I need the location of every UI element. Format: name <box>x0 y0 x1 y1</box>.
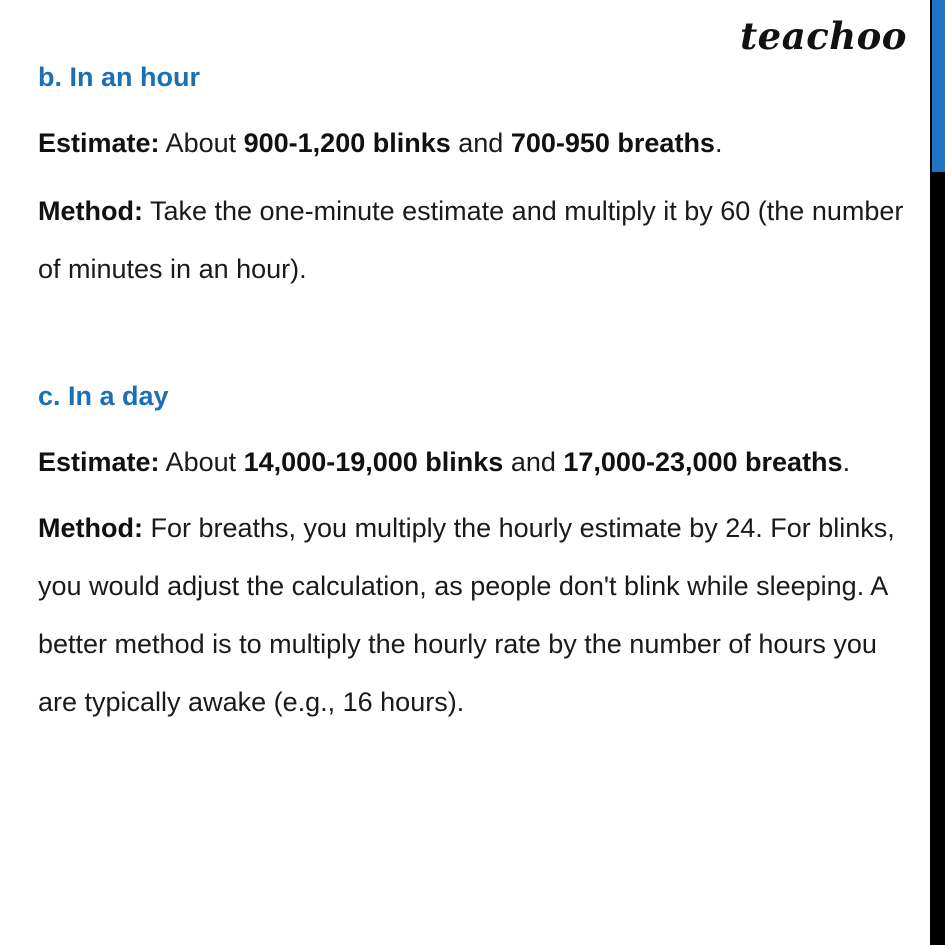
section-c-end-punct: . <box>842 447 851 477</box>
section-b-method-label: Method: <box>38 196 143 226</box>
section-c-method-label: Method: <box>38 513 143 543</box>
section-c-heading: c. In a day <box>38 381 169 411</box>
section-b-heading: b. In an hour <box>38 62 200 92</box>
section-b-method <box>38 182 918 298</box>
section-b-blinks-value: 900-1,200 blinks <box>243 128 451 158</box>
section-c-estimate-label: Estimate: <box>38 447 160 477</box>
section-b-method-text: Take the one-minute estimate and multiply it by 60 (the number of minutes in an hour). <box>38 196 904 284</box>
scrollbar-track[interactable] <box>930 0 945 945</box>
section-c-breaths-value: 17,000-23,000 breaths <box>563 447 843 477</box>
section-b-estimate-label: Estimate: <box>38 128 160 158</box>
section-c-and-word: and <box>503 447 564 477</box>
section-c-method <box>38 499 918 731</box>
section-b-and-word: and <box>450 128 511 158</box>
section-c-estimate-prefix: About <box>159 447 244 477</box>
scrollbar-thumb[interactable] <box>932 0 945 172</box>
section-b-estimate <box>38 128 918 159</box>
section-b-breaths-value: 700-950 breaths <box>510 128 715 158</box>
section-b-estimate-prefix: About <box>159 128 244 158</box>
section-c-estimate <box>38 447 918 478</box>
section-c-method-text: For breaths, you multiply the hourly estimate by 24. For blinks, you would adjust the calculation, as people don't blink while sleeping. A better method is to multiply the hourly rate by the number of hours you are typically awake (e.g., 16 hours). <box>38 513 895 717</box>
section-b-end-punct: . <box>714 128 723 158</box>
teachoo-logo[interactable]: teachoo <box>740 14 907 58</box>
section-c-blinks-value: 14,000-19,000 blinks <box>243 447 504 477</box>
